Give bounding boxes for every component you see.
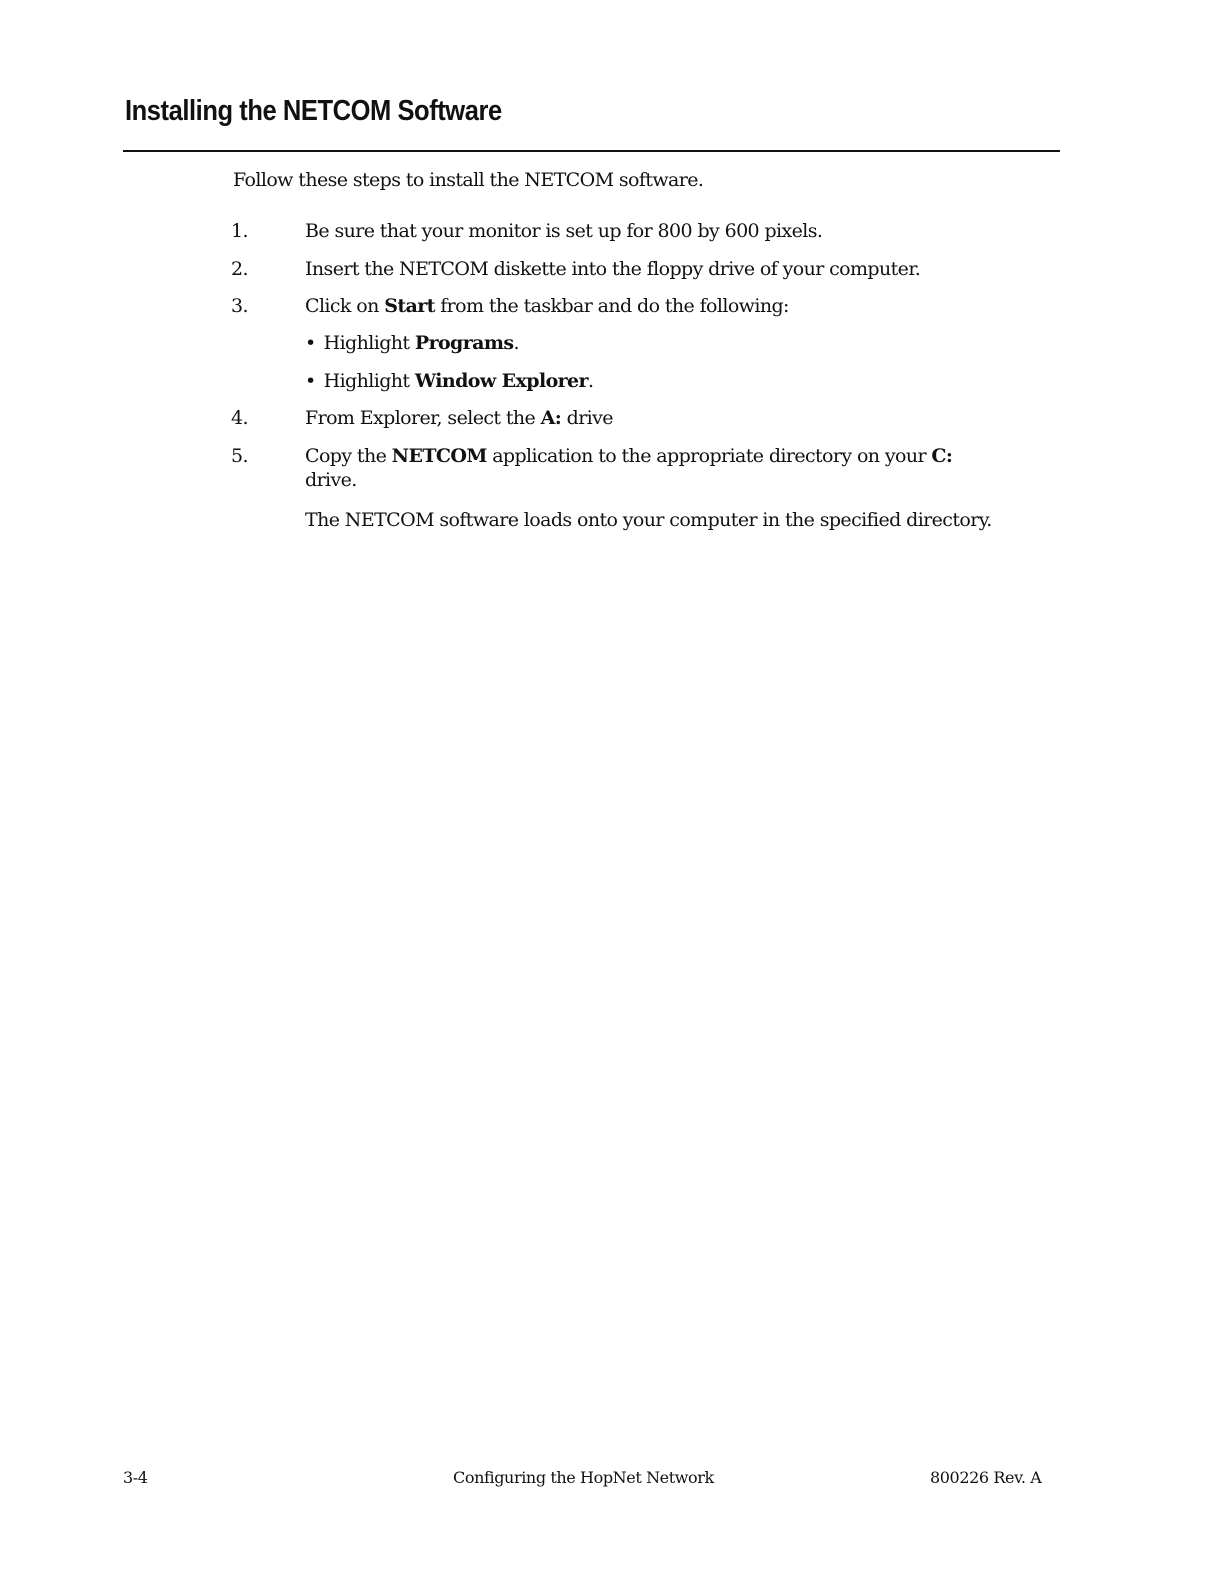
step-number: 3. — [231, 295, 248, 317]
step-text: Copy the NETCOM application to the appropriate directory on your C: drive. — [305, 445, 953, 491]
step-text: Click on Start from the taskbar and do the following: — [305, 295, 789, 317]
footer-doc-number: 800226 Rev. A — [930, 1468, 1042, 1487]
footer-book-title: Configuring the HopNet Network — [453, 1468, 714, 1487]
page-title: Installing the NETCOM Software — [125, 95, 502, 127]
start-label: Start — [384, 295, 435, 317]
bullet-icon: • — [305, 370, 316, 392]
bullet-window-explorer: • Highlight Window Explorer. — [305, 370, 594, 392]
result-text: The NETCOM software loads onto your computer in the specified directory. — [305, 509, 992, 531]
step-text: Be sure that your monitor is set up for 800 by 600 pixels. — [305, 220, 823, 242]
step-number: 1. — [231, 220, 248, 242]
step-text: Insert the NETCOM diskette into the floppy drive of your computer. — [305, 258, 921, 280]
step-number: 2. — [231, 258, 248, 280]
intro-text: Follow these steps to install the NETCOM software. — [233, 169, 704, 191]
footer-page-number: 3-4 — [123, 1468, 148, 1487]
step-text: From Explorer, select the A: drive — [305, 407, 613, 429]
step-number: 5. — [231, 445, 248, 467]
bullet-icon: • — [305, 332, 316, 354]
step-number: 4. — [231, 407, 248, 429]
title-rule — [123, 150, 1060, 152]
bullet-programs: • Highlight Programs. — [305, 332, 519, 354]
